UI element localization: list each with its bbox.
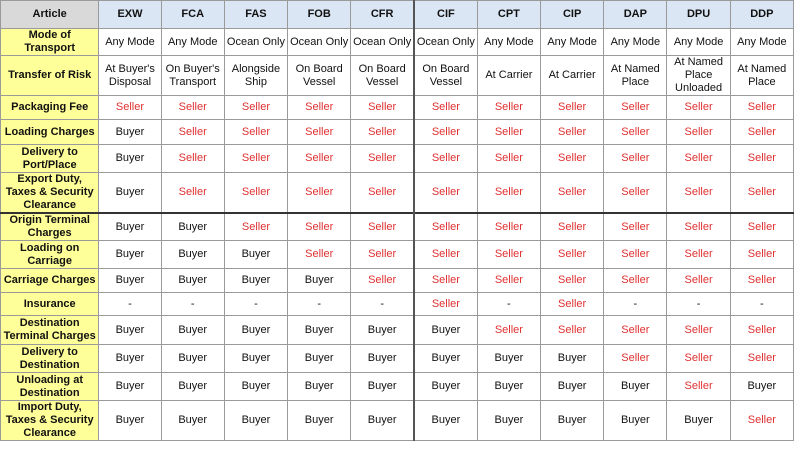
table-cell: Seller: [541, 293, 604, 316]
article-label: Destination Terminal Charges: [1, 316, 99, 345]
table-cell: Buyer: [99, 401, 161, 441]
table-cell: Seller: [604, 173, 667, 214]
table-cell: Seller: [414, 213, 477, 241]
table-cell: Any Mode: [99, 29, 161, 56]
table-cell: Buyer: [288, 401, 351, 441]
table-cell: At Named Place: [730, 56, 793, 96]
table-cell: Seller: [730, 96, 793, 120]
article-label: Loading Charges: [1, 120, 99, 145]
table-cell: Any Mode: [730, 29, 793, 56]
table-cell: Seller: [414, 96, 477, 120]
table-cell: Buyer: [541, 373, 604, 401]
table-cell: Seller: [414, 120, 477, 145]
article-label: Origin Terminal Charges: [1, 213, 99, 241]
table-row: [1, 345, 794, 373]
table-row: [1, 213, 794, 241]
table-cell: Buyer: [161, 213, 224, 241]
term-header: FAS: [224, 1, 287, 29]
table-cell: Seller: [351, 173, 414, 214]
table-cell: Seller: [288, 173, 351, 214]
table-cell: Buyer: [161, 373, 224, 401]
table-cell: Buyer: [224, 241, 287, 269]
table-cell: -: [730, 293, 793, 316]
table-cell: Seller: [224, 213, 287, 241]
table-cell: Seller: [288, 96, 351, 120]
table-row: [1, 29, 794, 56]
table-cell: Buyer: [541, 345, 604, 373]
table-cell: -: [477, 293, 540, 316]
table-cell: Seller: [604, 145, 667, 173]
table-cell: Buyer: [99, 213, 161, 241]
table-cell: Any Mode: [667, 29, 730, 56]
table-row: [1, 373, 794, 401]
table-cell: Seller: [730, 120, 793, 145]
table-cell: Buyer: [351, 401, 414, 441]
table-cell: Seller: [414, 241, 477, 269]
table-cell: Seller: [541, 316, 604, 345]
table-cell: -: [604, 293, 667, 316]
table-cell: Ocean Only: [414, 29, 477, 56]
table-cell: Buyer: [161, 345, 224, 373]
article-label: Transfer of Risk: [1, 56, 99, 96]
table-row: [1, 96, 794, 120]
table-cell: Buyer: [351, 316, 414, 345]
table-cell: Buyer: [99, 145, 161, 173]
table-cell: Seller: [351, 241, 414, 269]
table-cell: At Buyer's Disposal: [99, 56, 161, 96]
table-cell: Buyer: [288, 373, 351, 401]
table-cell: Seller: [351, 269, 414, 293]
table-cell: Buyer: [604, 401, 667, 441]
table-cell: Seller: [604, 345, 667, 373]
article-header: Article: [1, 1, 99, 29]
table-cell: -: [288, 293, 351, 316]
article-label: Import Duty, Taxes & Security Clearance: [1, 401, 99, 441]
table-cell: Seller: [730, 145, 793, 173]
table-cell: Ocean Only: [224, 29, 287, 56]
table-cell: Seller: [541, 96, 604, 120]
term-header: FOB: [288, 1, 351, 29]
table-cell: Buyer: [414, 401, 477, 441]
table-cell: Buyer: [99, 173, 161, 214]
table-cell: Buyer: [161, 316, 224, 345]
table-cell: Buyer: [224, 269, 287, 293]
table-cell: Seller: [667, 269, 730, 293]
table-cell: Buyer: [161, 401, 224, 441]
table-cell: On Board Vessel: [414, 56, 477, 96]
table-cell: Buyer: [161, 269, 224, 293]
table-cell: At Carrier: [477, 56, 540, 96]
table-cell: Seller: [667, 373, 730, 401]
table-cell: -: [99, 293, 161, 316]
table-row: [1, 120, 794, 145]
table-cell: Buyer: [667, 401, 730, 441]
table-row: [1, 293, 794, 316]
table-cell: Seller: [667, 173, 730, 214]
term-header: FCA: [161, 1, 224, 29]
table-cell: Buyer: [161, 241, 224, 269]
term-header: DDP: [730, 1, 793, 29]
table-cell: Seller: [667, 213, 730, 241]
table-cell: Seller: [730, 316, 793, 345]
table-cell: Seller: [730, 213, 793, 241]
table-cell: Seller: [667, 345, 730, 373]
table-cell: Seller: [604, 269, 667, 293]
table-cell: Seller: [604, 120, 667, 145]
header-row: [1, 1, 794, 29]
table-cell: Seller: [477, 145, 540, 173]
table-cell: Seller: [730, 173, 793, 214]
table-cell: Seller: [541, 213, 604, 241]
table-cell: Buyer: [414, 345, 477, 373]
article-label: Carriage Charges: [1, 269, 99, 293]
article-label: Export Duty, Taxes & Security Clearance: [1, 173, 99, 214]
table-cell: Seller: [730, 345, 793, 373]
table-cell: Seller: [477, 269, 540, 293]
table-cell: Buyer: [414, 373, 477, 401]
table-cell: Buyer: [99, 120, 161, 145]
table-cell: Alongside Ship: [224, 56, 287, 96]
table-cell: Buyer: [288, 316, 351, 345]
article-label: Insurance: [1, 293, 99, 316]
table-row: [1, 269, 794, 293]
table-cell: Buyer: [351, 345, 414, 373]
table-cell: Seller: [667, 120, 730, 145]
table-cell: Seller: [288, 241, 351, 269]
table-cell: Buyer: [99, 373, 161, 401]
table-cell: Seller: [730, 401, 793, 441]
table-cell: Buyer: [477, 401, 540, 441]
table-cell: At Named Place: [604, 56, 667, 96]
table-cell: On Board Vessel: [351, 56, 414, 96]
term-header: DAP: [604, 1, 667, 29]
table-cell: Seller: [477, 213, 540, 241]
table-cell: Any Mode: [604, 29, 667, 56]
table-cell: Buyer: [288, 345, 351, 373]
table-cell: Buyer: [99, 269, 161, 293]
table-cell: Seller: [414, 269, 477, 293]
table-cell: Buyer: [477, 345, 540, 373]
table-cell: Buyer: [99, 345, 161, 373]
table-cell: Seller: [667, 96, 730, 120]
table-cell: Seller: [667, 316, 730, 345]
table-cell: Buyer: [224, 373, 287, 401]
table-cell: Buyer: [224, 345, 287, 373]
table-cell: Seller: [477, 96, 540, 120]
article-label: Unloading at Destination: [1, 373, 99, 401]
table-cell: Seller: [477, 316, 540, 345]
table-cell: Seller: [541, 269, 604, 293]
table-cell: -: [224, 293, 287, 316]
table-cell: Seller: [161, 145, 224, 173]
table-cell: Seller: [161, 120, 224, 145]
table-cell: Buyer: [730, 373, 793, 401]
table-cell: Buyer: [477, 373, 540, 401]
table-cell: At Named Place Unloaded: [667, 56, 730, 96]
article-label: Loading on Carriage: [1, 241, 99, 269]
table-cell: Seller: [288, 145, 351, 173]
article-label: Delivery to Destination: [1, 345, 99, 373]
table-cell: Seller: [161, 96, 224, 120]
table-cell: Any Mode: [161, 29, 224, 56]
article-label: Delivery to Port/Place: [1, 145, 99, 173]
table-cell: Seller: [351, 96, 414, 120]
table-cell: Seller: [604, 241, 667, 269]
table-cell: Buyer: [224, 401, 287, 441]
table-cell: Seller: [161, 173, 224, 214]
table-cell: -: [667, 293, 730, 316]
table-row: [1, 56, 794, 96]
table-cell: On Board Vessel: [288, 56, 351, 96]
table-cell: Seller: [541, 173, 604, 214]
table-cell: Seller: [351, 145, 414, 173]
table-cell: Buyer: [224, 316, 287, 345]
table-cell: Any Mode: [541, 29, 604, 56]
table-row: [1, 173, 794, 214]
table-cell: Seller: [604, 316, 667, 345]
term-header: EXW: [99, 1, 161, 29]
table-cell: Seller: [667, 145, 730, 173]
table-cell: Seller: [288, 213, 351, 241]
table-cell: Buyer: [541, 401, 604, 441]
article-label: Packaging Fee: [1, 96, 99, 120]
table-cell: Seller: [351, 213, 414, 241]
table-row: [1, 316, 794, 345]
table-cell: Buyer: [351, 373, 414, 401]
table-row: [1, 241, 794, 269]
table-cell: Seller: [351, 120, 414, 145]
table-cell: -: [161, 293, 224, 316]
table-cell: Buyer: [604, 373, 667, 401]
term-header: DPU: [667, 1, 730, 29]
table-cell: Seller: [414, 293, 477, 316]
table-cell: Seller: [604, 213, 667, 241]
table-cell: Seller: [541, 145, 604, 173]
table-cell: Seller: [99, 96, 161, 120]
table-cell: Buyer: [414, 316, 477, 345]
table-cell: Seller: [224, 96, 287, 120]
table-cell: Buyer: [99, 316, 161, 345]
table-cell: Buyer: [99, 241, 161, 269]
term-header: CIP: [541, 1, 604, 29]
table-cell: Seller: [477, 241, 540, 269]
table-cell: Seller: [604, 96, 667, 120]
table-cell: Seller: [541, 241, 604, 269]
table-cell: Seller: [414, 145, 477, 173]
article-label: Mode of Transport: [1, 29, 99, 56]
table-cell: Ocean Only: [351, 29, 414, 56]
table-row: [1, 401, 794, 441]
table-cell: Seller: [541, 120, 604, 145]
table-cell: Seller: [414, 173, 477, 214]
term-header: CPT: [477, 1, 540, 29]
table-cell: -: [351, 293, 414, 316]
table-cell: Seller: [224, 145, 287, 173]
term-header: CIF: [414, 1, 477, 29]
table-cell: Seller: [224, 173, 287, 214]
table-cell: Ocean Only: [288, 29, 351, 56]
table-cell: Seller: [224, 120, 287, 145]
term-header: CFR: [351, 1, 414, 29]
table-cell: Seller: [667, 241, 730, 269]
table-cell: Seller: [288, 120, 351, 145]
table-cell: Seller: [730, 241, 793, 269]
table-cell: At Carrier: [541, 56, 604, 96]
table-cell: Seller: [477, 120, 540, 145]
table-cell: Any Mode: [477, 29, 540, 56]
table-row: [1, 145, 794, 173]
table-cell: Buyer: [288, 269, 351, 293]
table-cell: On Buyer's Transport: [161, 56, 224, 96]
table-cell: Seller: [477, 173, 540, 214]
table-cell: Seller: [730, 269, 793, 293]
